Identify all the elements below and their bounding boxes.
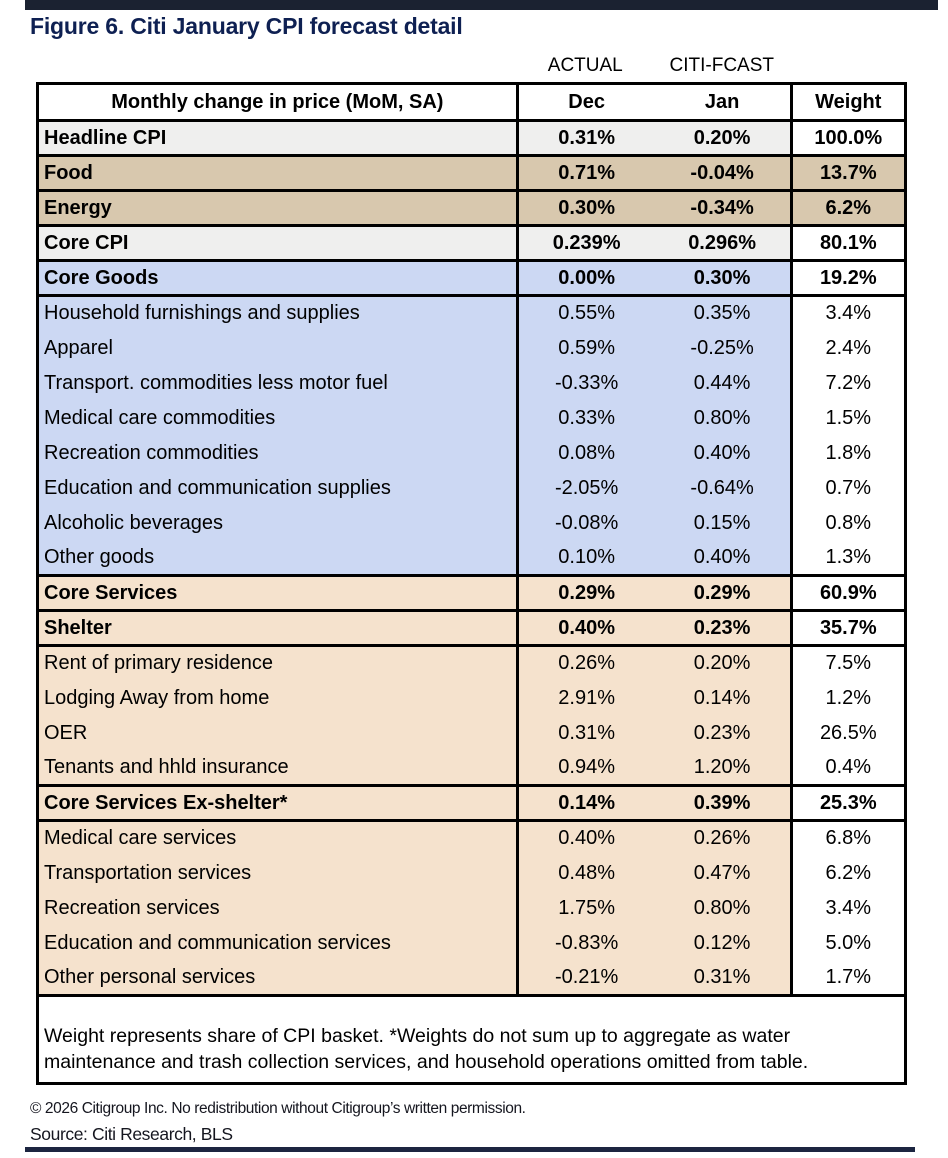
dec-value-cell: -2.05% [517,471,654,506]
cpi-forecast-table [36,82,907,1085]
table-row [38,611,906,646]
table-footnote-row [38,996,906,1084]
dec-value-cell: 0.08% [517,436,654,471]
dec-value-cell: 0.14% [517,786,654,821]
table-row [38,786,906,821]
table-row [38,856,906,891]
dec-value-cell: 0.94% [517,751,654,786]
weight-value-cell: 35.7% [791,611,905,646]
table-row [38,261,906,296]
dec-value-cell: 2.91% [517,681,654,716]
table-row [38,331,906,366]
weight-value-cell: 1.7% [791,961,905,996]
jan-value-cell: 0.20% [655,121,791,156]
group-header-actual: ACTUAL [547,55,623,76]
row-label-cell: Household furnishings and supplies [38,296,518,331]
row-label-cell: Energy [38,191,518,226]
jan-value-cell: 0.20% [655,646,791,681]
dec-value-cell: 0.48% [517,856,654,891]
jan-value-cell: 0.23% [655,611,791,646]
jan-value-cell: 0.35% [655,296,791,331]
figure-title: Figure 6. Citi January CPI forecast detail [30,13,463,39]
dec-value-cell: 0.26% [517,646,654,681]
group-header-citi-fcast: CITI-FCAST [669,55,774,76]
jan-value-cell: -0.64% [655,471,791,506]
dec-value-cell: -0.33% [517,366,654,401]
weight-value-cell: 1.8% [791,436,905,471]
data-table [36,82,907,1085]
row-label-cell: Core Services Ex-shelter* [38,786,518,821]
header-jan: Jan [655,84,791,121]
weight-value-cell: 0.8% [791,506,905,541]
table-row [38,471,906,506]
jan-value-cell: 0.40% [655,436,791,471]
jan-value-cell: -0.04% [655,156,791,191]
jan-value-cell: 0.26% [655,821,791,856]
source-line: Source: Citi Research, BLS [30,1124,233,1144]
header-label: Monthly change in price (MoM, SA) [38,84,518,121]
row-label-cell: Recreation commodities [38,436,518,471]
table-row [38,681,906,716]
weight-value-cell: 7.2% [791,366,905,401]
jan-value-cell: 0.12% [655,926,791,961]
weight-value-cell: 1.3% [791,541,905,576]
weight-value-cell: 100.0% [791,121,905,156]
row-label-cell: Headline CPI [38,121,518,156]
dec-value-cell: 0.40% [517,821,654,856]
row-label-cell: Transportation services [38,856,518,891]
top-divider-bar [25,0,938,10]
row-label-cell: Tenants and hhld insurance [38,751,518,786]
row-label-cell: Core Services [38,576,518,611]
table-row [38,226,906,261]
row-label-cell: Core CPI [38,226,518,261]
jan-value-cell: 0.15% [655,506,791,541]
table-footnote: Weight represents share of CPI basket. *Weights do not sum up to aggregate as water maintenance and trash collection services, and household operations omitted from table. [38,996,906,1084]
weight-value-cell: 1.2% [791,681,905,716]
weight-value-cell: 6.2% [791,191,905,226]
table-row [38,366,906,401]
table-row [38,576,906,611]
row-label-cell: Other personal services [38,961,518,996]
dec-value-cell: 0.10% [517,541,654,576]
dec-value-cell: 0.59% [517,331,654,366]
table-header-row [38,84,906,121]
row-label-cell: Education and communication supplies [38,471,518,506]
dec-value-cell: 0.31% [517,716,654,751]
weight-value-cell: 13.7% [791,156,905,191]
jan-value-cell: 0.39% [655,786,791,821]
table-row [38,646,906,681]
table-row [38,716,906,751]
jan-value-cell: 0.40% [655,541,791,576]
column-group-headers [517,55,790,77]
table-row [38,156,906,191]
dec-value-cell: 0.71% [517,156,654,191]
row-label-cell: Transport. commodities less motor fuel [38,366,518,401]
table-row [38,191,906,226]
row-label-cell: Other goods [38,541,518,576]
table-row [38,751,906,786]
jan-value-cell: 0.47% [655,856,791,891]
weight-value-cell: 0.4% [791,751,905,786]
jan-value-cell: 0.30% [655,261,791,296]
table-row [38,821,906,856]
header-dec: Dec [517,84,654,121]
dec-value-cell: 0.40% [517,611,654,646]
table-row [38,401,906,436]
dec-value-cell: 0.31% [517,121,654,156]
jan-value-cell: 0.31% [655,961,791,996]
table-row [38,541,906,576]
row-label-cell: Lodging Away from home [38,681,518,716]
dec-value-cell: 0.29% [517,576,654,611]
table-row [38,506,906,541]
table-row [38,121,906,156]
jan-value-cell: 0.296% [655,226,791,261]
copyright-line: © 2026 Citigroup Inc. No redistribution without Citigroup’s written permission. [30,1100,526,1117]
weight-value-cell: 26.5% [791,716,905,751]
dec-value-cell: 0.55% [517,296,654,331]
row-label-cell: Recreation services [38,891,518,926]
weight-value-cell: 0.7% [791,471,905,506]
dec-value-cell: 0.33% [517,401,654,436]
row-label-cell: Education and communication services [38,926,518,961]
jan-value-cell: -0.34% [655,191,791,226]
bottom-divider-bar [25,1147,915,1152]
weight-value-cell: 3.4% [791,296,905,331]
dec-value-cell: -0.83% [517,926,654,961]
weight-value-cell: 2.4% [791,331,905,366]
jan-value-cell: 0.23% [655,716,791,751]
weight-value-cell: 6.8% [791,821,905,856]
dec-value-cell: 0.239% [517,226,654,261]
weight-value-cell: 19.2% [791,261,905,296]
row-label-cell: Apparel [38,331,518,366]
dec-value-cell: -0.21% [517,961,654,996]
weight-value-cell: 1.5% [791,401,905,436]
table-row [38,926,906,961]
jan-value-cell: 0.80% [655,401,791,436]
weight-value-cell: 7.5% [791,646,905,681]
jan-value-cell: 0.80% [655,891,791,926]
row-label-cell: Medical care commodities [38,401,518,436]
table-row [38,961,906,996]
header-weight: Weight [791,84,905,121]
row-label-cell: Food [38,156,518,191]
row-label-cell: OER [38,716,518,751]
row-label-cell: Rent of primary residence [38,646,518,681]
jan-value-cell: -0.25% [655,331,791,366]
weight-value-cell: 6.2% [791,856,905,891]
table-row [38,891,906,926]
weight-value-cell: 80.1% [791,226,905,261]
dec-value-cell: 1.75% [517,891,654,926]
dec-value-cell: 0.00% [517,261,654,296]
jan-value-cell: 1.20% [655,751,791,786]
weight-value-cell: 3.4% [791,891,905,926]
jan-value-cell: 0.14% [655,681,791,716]
dec-value-cell: 0.30% [517,191,654,226]
weight-value-cell: 25.3% [791,786,905,821]
row-label-cell: Shelter [38,611,518,646]
weight-value-cell: 60.9% [791,576,905,611]
row-label-cell: Core Goods [38,261,518,296]
weight-value-cell: 5.0% [791,926,905,961]
row-label-cell: Alcoholic beverages [38,506,518,541]
table-row [38,296,906,331]
row-label-cell: Medical care services [38,821,518,856]
table-row [38,436,906,471]
jan-value-cell: 0.44% [655,366,791,401]
jan-value-cell: 0.29% [655,576,791,611]
dec-value-cell: -0.08% [517,506,654,541]
